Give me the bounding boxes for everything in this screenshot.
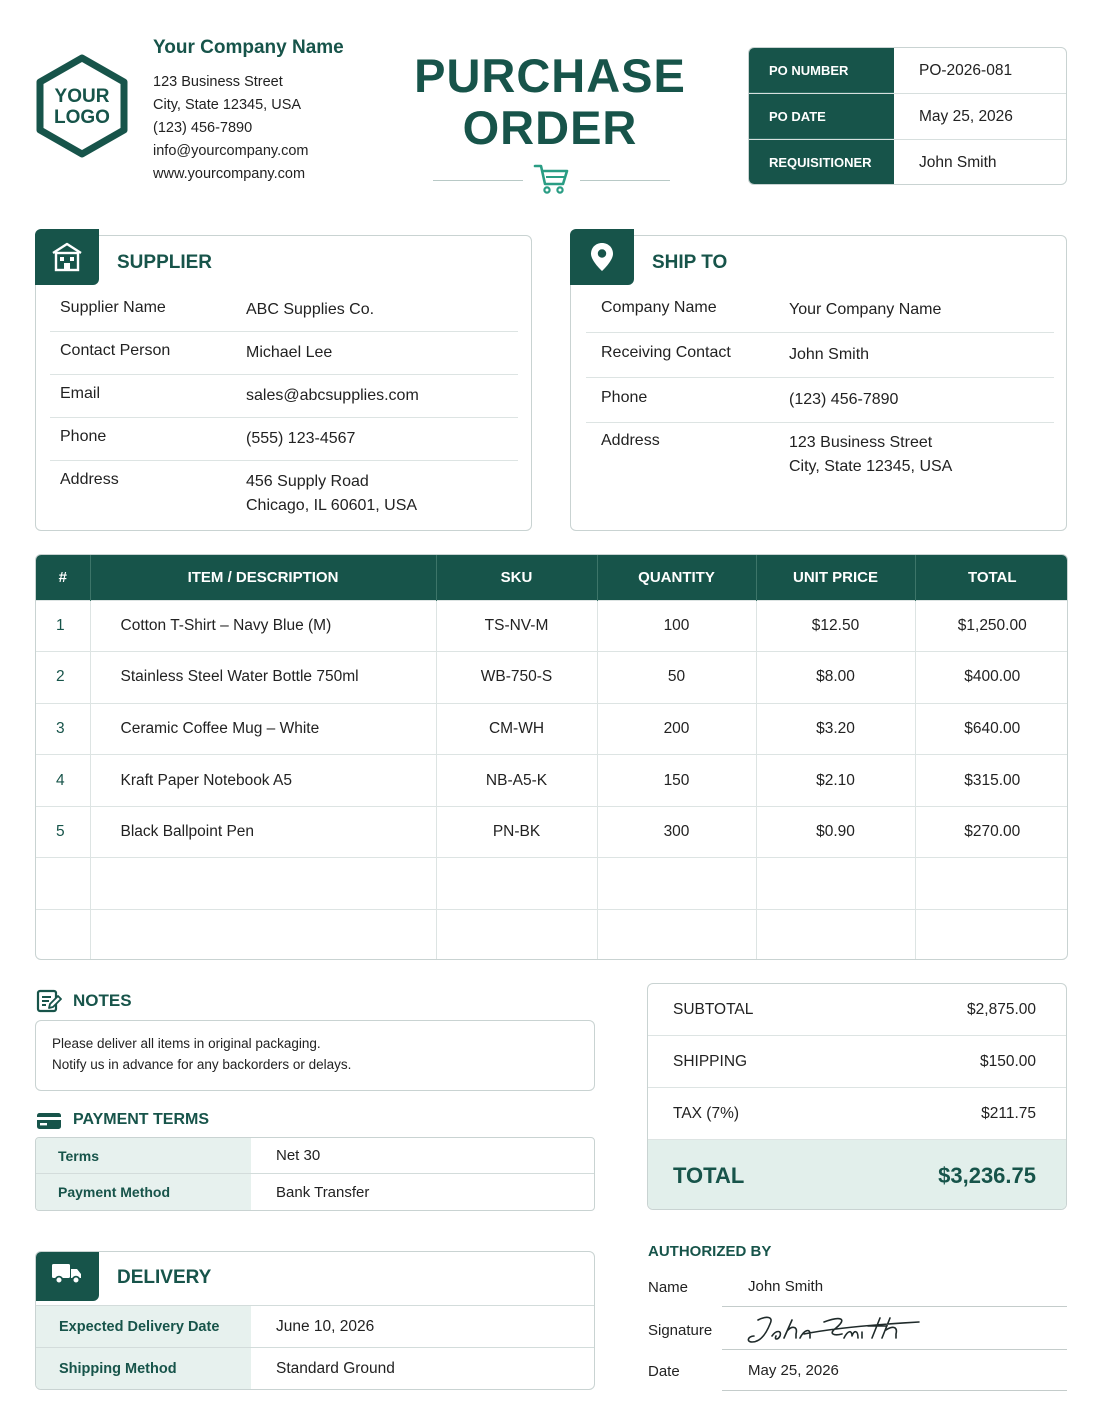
expected-delivery-row	[36, 1305, 594, 1347]
payment-terms-title: PAYMENT TERMS	[73, 1111, 210, 1128]
table-row	[36, 755, 1068, 807]
empty-cell	[90, 910, 436, 960]
expected-delivery-value: June 10, 2026	[276, 1317, 375, 1335]
subtotal-label: SUBTOTAL	[673, 1000, 754, 1018]
supplier-email-value: sales@abcsupplies.com	[246, 387, 419, 404]
ship-phone-label: Phone	[601, 389, 648, 406]
ship-phone-value: (123) 456-7890	[789, 391, 899, 408]
authorized-by-title: AUTHORIZED BY	[648, 1243, 772, 1260]
company-phone: (123) 456-7890	[153, 120, 253, 136]
title-line-2: ORDER	[462, 101, 638, 154]
shipping-value: $150.00	[979, 1052, 1036, 1070]
item-quantity: 50	[597, 652, 756, 704]
empty-cell	[36, 910, 90, 960]
ship-phone-row	[586, 378, 1054, 423]
item-unit-price: $8.00	[756, 652, 915, 704]
supplier-email-label: Email	[60, 385, 101, 402]
empty-cell	[597, 858, 756, 910]
item-sku: WB-750-S	[436, 652, 597, 704]
items-header-row	[36, 555, 1068, 600]
po-number-label: PO NUMBER	[749, 48, 894, 93]
authorized-date-row	[648, 1351, 1067, 1391]
po-date-value: May 25, 2026	[919, 107, 1013, 125]
logo-text-your: YOUR	[54, 86, 110, 107]
receiving-contact-label: Receiving Contact	[601, 344, 731, 361]
title-divider-left	[433, 180, 523, 181]
empty-table-row	[36, 858, 1068, 910]
item-sku: CM-WH	[436, 703, 597, 755]
supplier-phone-row	[50, 418, 518, 461]
location-pin-icon	[570, 229, 634, 285]
supplier-name-label: Supplier Name	[60, 299, 166, 316]
subtotal-value: $2,875.00	[967, 1000, 1036, 1018]
truck-icon	[35, 1251, 99, 1301]
company-contact-block	[153, 71, 309, 186]
notes-line-1: Please deliver all items in original packaging.	[52, 1036, 321, 1051]
authorized-name-row	[648, 1267, 1067, 1307]
po-number-row	[749, 48, 1066, 94]
ship-to-title: SHIP TO	[652, 252, 728, 273]
ship-address-row	[586, 423, 1054, 483]
ship-address-line-2: City, State 12345, USA	[789, 458, 953, 475]
item-number: 5	[36, 806, 90, 858]
item-total: $640.00	[915, 703, 1068, 755]
ship-company-value: Your Company Name	[789, 301, 942, 318]
empty-cell	[915, 910, 1068, 960]
item-number: 1	[36, 600, 90, 652]
supplier-contact-row	[50, 332, 518, 375]
item-unit-price: $3.20	[756, 703, 915, 755]
item-unit-price: $0.90	[756, 806, 915, 858]
table-row	[36, 703, 1068, 755]
contact-person-label: Contact Person	[60, 342, 171, 359]
po-date-label: PO DATE	[749, 94, 894, 139]
item-quantity: 100	[597, 600, 756, 652]
requisitioner-value: John Smith	[919, 154, 997, 171]
item-total: $400.00	[915, 652, 1068, 704]
grand-total-row	[648, 1140, 1066, 1210]
po-info-box	[748, 47, 1067, 185]
column-header-description: ITEM / DESCRIPTION	[90, 555, 436, 600]
authorized-date-label: Date	[648, 1362, 680, 1380]
shipping-method-value: Standard Ground	[276, 1359, 395, 1377]
notes-line-2: Notify us in advance for any backorders or delays.	[52, 1057, 352, 1072]
table-row	[36, 806, 1068, 858]
item-total: $1,250.00	[915, 600, 1068, 652]
subtotal-row	[648, 984, 1066, 1036]
po-number-value: PO-2026-081	[919, 61, 1013, 79]
empty-cell	[90, 858, 436, 910]
page-title	[380, 50, 720, 154]
item-sku: PN-BK	[436, 806, 597, 858]
column-header-total: TOTAL	[915, 555, 1068, 600]
po-date-row	[749, 94, 1066, 140]
column-header-number: #	[36, 555, 90, 600]
company-website: www.yourcompany.com	[153, 166, 306, 182]
empty-cell	[597, 910, 756, 960]
tax-row	[648, 1088, 1066, 1140]
item-unit-price: $2.10	[756, 755, 915, 807]
item-sku: NB-A5-K	[436, 755, 597, 807]
grand-total-value: $3,236.75	[938, 1162, 1036, 1188]
item-number: 3	[36, 703, 90, 755]
company-name: Your Company Name	[153, 37, 344, 58]
expected-delivery-label: Expected Delivery Date	[36, 1306, 251, 1347]
company-address-line-2: City, State 12345, USA	[153, 97, 302, 113]
supplier-address-value	[246, 461, 417, 521]
supplier-address-label: Address	[60, 471, 119, 488]
signature-label: Signature	[648, 1321, 713, 1339]
empty-cell	[436, 858, 597, 910]
signature-field	[722, 1310, 1067, 1350]
terms-label: Terms	[36, 1138, 251, 1173]
company-logo	[34, 54, 130, 158]
receiving-contact-value: John Smith	[789, 346, 870, 363]
supplier-address-line-1: 456 Supply Road	[246, 473, 369, 490]
empty-cell	[756, 858, 915, 910]
notes-edit-icon	[36, 988, 62, 1019]
item-description: Stainless Steel Water Bottle 750ml	[90, 652, 436, 704]
notes-box	[35, 1020, 595, 1091]
shipping-label: SHIPPING	[673, 1052, 748, 1070]
handwritten-signature	[744, 1312, 934, 1348]
supplier-name-value: ABC Supplies Co.	[246, 301, 375, 318]
supplier-email-row	[50, 375, 518, 418]
ship-contact-row	[586, 333, 1054, 378]
shopping-cart-icon	[532, 162, 570, 196]
title-line-1: PURCHASE	[414, 49, 686, 102]
terms-value: Net 30	[276, 1147, 321, 1164]
item-total: $315.00	[915, 755, 1068, 807]
ship-address-label: Address	[601, 432, 660, 449]
authorized-date-value: May 25, 2026	[722, 1351, 1067, 1391]
signature-row	[648, 1310, 1067, 1350]
supplier-title: SUPPLIER	[117, 252, 213, 273]
supplier-address-row	[50, 461, 518, 521]
authorized-name-label: Name	[648, 1278, 689, 1296]
item-quantity: 150	[597, 755, 756, 807]
payment-terms-table	[35, 1137, 595, 1211]
supplier-name-row	[50, 289, 518, 332]
items-table	[35, 554, 1068, 960]
tax-label: TAX (7%)	[673, 1104, 740, 1122]
title-divider-right	[580, 180, 670, 181]
empty-cell	[436, 910, 597, 960]
item-quantity: 300	[597, 806, 756, 858]
grand-total-label: TOTAL	[673, 1162, 745, 1188]
empty-table-row	[36, 910, 1068, 960]
payment-method-value: Bank Transfer	[276, 1183, 370, 1201]
item-number: 4	[36, 755, 90, 807]
column-header-sku: SKU	[436, 555, 597, 600]
notes-title: NOTES	[73, 991, 132, 1010]
company-email: info@yourcompany.com	[153, 143, 309, 159]
requisitioner-row	[749, 140, 1066, 185]
empty-cell	[756, 910, 915, 960]
item-description: Cotton T-Shirt – Navy Blue (M)	[90, 600, 436, 652]
delivery-title: DELIVERY	[117, 1267, 212, 1288]
ship-address-line-1: 123 Business Street	[789, 434, 933, 451]
column-header-unit-price: UNIT PRICE	[756, 555, 915, 600]
ship-company-row	[586, 289, 1054, 333]
supplier-card	[35, 235, 532, 531]
contact-person-value: Michael Lee	[246, 344, 333, 361]
supplier-address-line-2: Chicago, IL 60601, USA	[246, 497, 418, 514]
shipping-method-label: Shipping Method	[36, 1348, 251, 1389]
requisitioner-label: REQUISITIONER	[749, 140, 894, 185]
item-description: Ceramic Coffee Mug – White	[90, 703, 436, 755]
item-total: $270.00	[915, 806, 1068, 858]
item-number: 2	[36, 652, 90, 704]
building-icon	[35, 229, 99, 285]
empty-cell	[915, 858, 1068, 910]
credit-card-icon	[36, 1111, 62, 1136]
column-header-quantity: QUANTITY	[597, 555, 756, 600]
shipping-method-row	[36, 1347, 594, 1389]
ship-address-value	[789, 423, 952, 483]
item-sku: TS-NV-M	[436, 600, 597, 652]
authorized-name-value: John Smith	[722, 1267, 1067, 1307]
table-row	[36, 652, 1068, 704]
company-address-line-1: 123 Business Street	[153, 74, 283, 90]
totals-box	[647, 983, 1067, 1210]
delivery-card	[35, 1251, 595, 1390]
ship-company-label: Company Name	[601, 299, 717, 316]
item-description: Kraft Paper Notebook A5	[90, 755, 436, 807]
ship-to-card	[570, 235, 1067, 531]
empty-cell	[36, 858, 90, 910]
payment-method-row	[36, 1174, 594, 1210]
terms-row	[36, 1138, 594, 1174]
supplier-phone-label: Phone	[60, 428, 107, 445]
item-quantity: 200	[597, 703, 756, 755]
tax-value: $211.75	[981, 1104, 1036, 1122]
item-unit-price: $12.50	[756, 600, 915, 652]
item-description: Black Ballpoint Pen	[90, 806, 436, 858]
shipping-row	[648, 1036, 1066, 1088]
payment-method-label: Payment Method	[36, 1174, 251, 1210]
logo-text-logo: LOGO	[54, 107, 110, 128]
supplier-phone-value: (555) 123-4567	[246, 430, 356, 447]
table-row	[36, 600, 1068, 652]
